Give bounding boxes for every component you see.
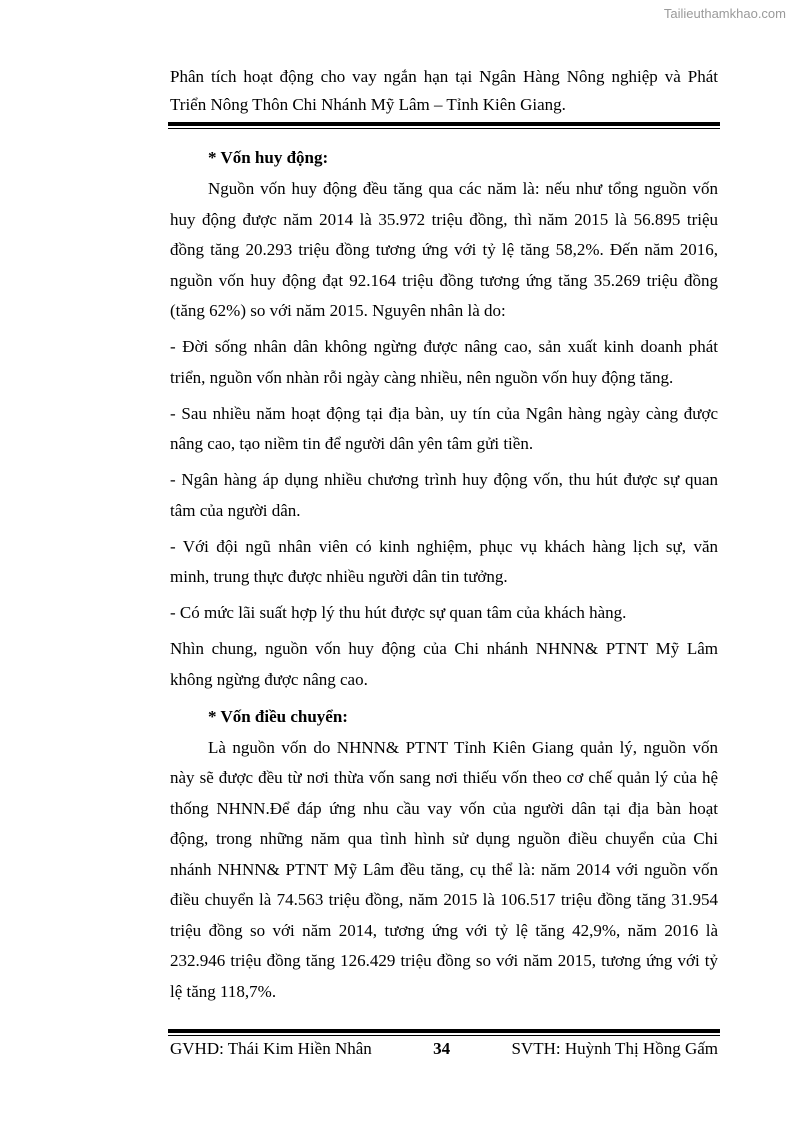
paragraph xyxy=(170,733,718,1008)
text-line: - Với đội ngũ nhân viên có kinh nghiệm, phục vụ khách hàng lịch sự, văn xyxy=(170,536,718,556)
paragraph xyxy=(170,598,718,629)
text-line: Là nguồn vốn do NHNN& PTNT Tỉnh Kiên Giang quản lý, nguồn vốn xyxy=(208,737,718,757)
header-line: Triển Nông Thôn Chi Nhánh Mỹ Lâm – Tỉnh Kiên Giang. xyxy=(170,95,566,114)
text-line: minh, trung thực được nhiều người dân tin tưởng. xyxy=(170,567,508,586)
header-rule-thin xyxy=(168,128,720,129)
text-line: nguồn vốn huy động đạt 92.164 triệu đồng tương ứng tăng 35.269 triệu đồng xyxy=(170,270,718,290)
footer-rule-thin xyxy=(168,1035,720,1036)
text-line: nhánh NHNN& PTNT Mỹ Lâm đều tăng, cụ thể là: năm 2014 với nguồn vốn xyxy=(170,859,718,879)
page-header xyxy=(170,63,718,119)
text-line: - Đời sống nhân dân không ngừng được nâng cao, sản xuất kinh doanh phát xyxy=(170,337,718,356)
text-line: triển, nguồn vốn nhàn rỗi ngày càng nhiều, nên nguồn vốn huy động tăng. xyxy=(170,367,674,387)
text-line: - Có mức lãi suất hợp lý thu hút được sự quan tâm của khách hàng. xyxy=(170,603,627,622)
text-line: 232.946 triệu đồng tăng 126.429 triệu đồng so với năm 2015, tương ứng với tỷ xyxy=(170,951,718,970)
text-line: tâm của người dân. xyxy=(170,500,301,520)
text-line: Nhìn chung, nguồn vốn huy động của Chi nhánh NHNN& PTNT Mỹ Lâm xyxy=(170,639,718,658)
text-line: nâng cao, tạo niềm tin để người dân yên tâm gửi tiền. xyxy=(170,434,534,453)
text-line: này sẽ được đều từ nơi thừa vốn sang nơi thiếu vốn theo cơ chế quản lý của hệ xyxy=(170,768,718,787)
text-line: huy động được năm 2014 là 35.972 triệu đồng, thì năm 2015 là 56.895 triệu xyxy=(170,209,718,229)
text-line: lệ tăng 118,7%. xyxy=(170,981,277,1001)
page-footer xyxy=(170,1038,718,1060)
document-body xyxy=(170,142,718,1013)
page-number: 34 xyxy=(433,1039,451,1058)
text-line: đồng tăng 20.293 triệu đồng tương ứng với tỷ lệ tăng 58,2%. Đến năm 2016, xyxy=(170,240,718,259)
paragraph xyxy=(170,532,718,593)
footer-rule xyxy=(168,1029,720,1033)
text-line: Nguồn vốn huy động đều tăng qua các năm là: nếu như tổng nguồn vốn xyxy=(208,179,718,198)
watermark: Tailieuthamkhao.com xyxy=(663,6,786,21)
text-line: - Ngân hàng áp dụng nhiều chương trình huy động vốn, thu hút được sự quan xyxy=(170,470,718,489)
text-line: (tăng 62%) so với năm 2015. Nguyên nhân là do: xyxy=(170,301,506,320)
text-line: động, trong những năm qua tình hình sử dụng nguồn điều chuyển của Chi xyxy=(170,829,718,848)
header-line: Phân tích hoạt động cho vay ngắn hạn tại Ngân Hàng Nông nghiệp và Phát xyxy=(170,67,718,86)
paragraph xyxy=(170,399,718,460)
text-line: - Sau nhiều năm hoạt động tại địa bàn, uy tín của Ngân hàng ngày càng được xyxy=(170,403,718,423)
text-line: thống NHNN.Để đáp ứng nhu cầu vay vốn của người dân tại địa bàn hoạt xyxy=(170,798,718,818)
text-line: điều chuyển là 74.563 triệu đồng, năm 2015 là 106.517 triệu đồng tăng 31.954 xyxy=(170,890,718,909)
paragraph xyxy=(170,332,718,393)
header-rule xyxy=(168,122,720,126)
text-line: không ngừng được nâng cao. xyxy=(170,669,368,689)
student-name: SVTH: Huỳnh Thị Hồng Gấm xyxy=(511,1039,718,1058)
section-heading: * Vốn điều chuyển: xyxy=(208,706,348,726)
paragraph xyxy=(170,465,718,526)
paragraph xyxy=(170,174,718,327)
section-heading: * Vốn huy động: xyxy=(208,148,329,167)
text-line: triệu đồng so với năm 2014, tương ứng với tỷ lệ tăng 42,9%, năm 2016 là xyxy=(170,920,718,940)
paragraph xyxy=(170,634,718,695)
advisor-name: GVHD: Thái Kim Hiền Nhân xyxy=(170,1039,372,1058)
